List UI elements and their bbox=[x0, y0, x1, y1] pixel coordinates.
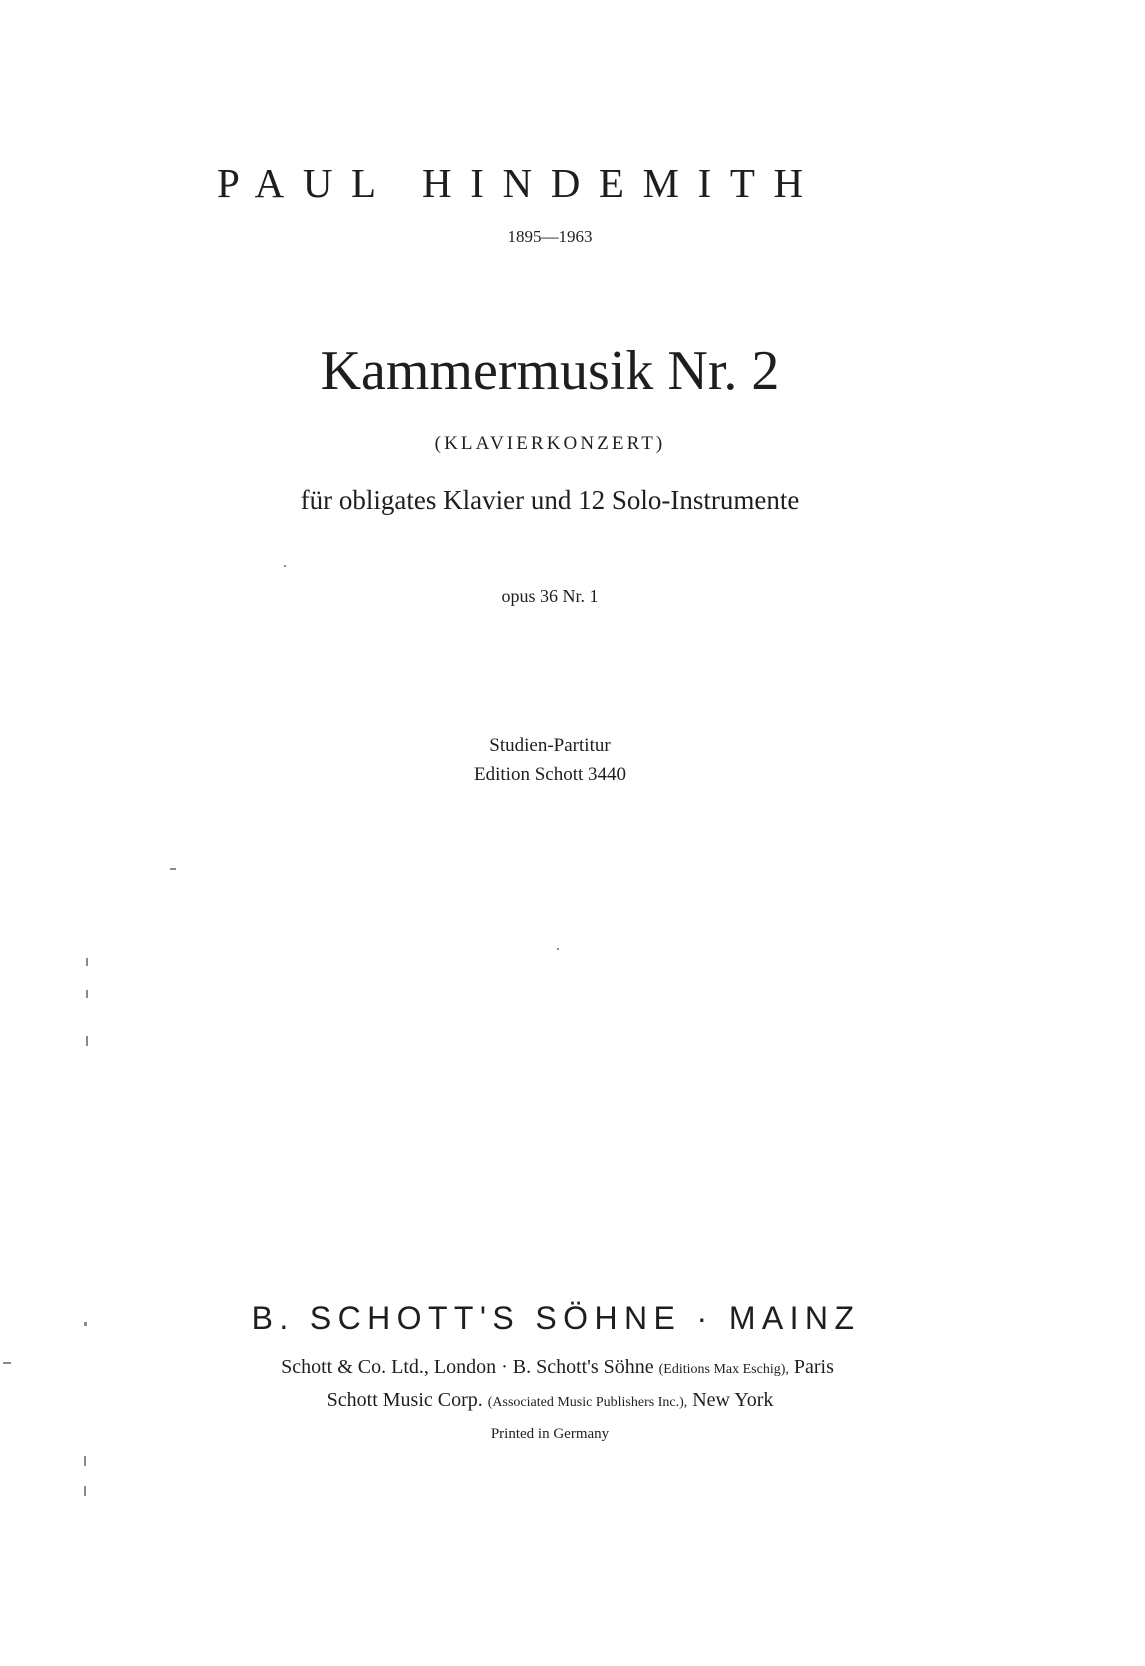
branches-line-2-main: Schott Music Corp. bbox=[326, 1389, 483, 1411]
publisher-name: B. SCHOTT'S SÖHNE · MAINZ bbox=[251, 1300, 861, 1336]
scan-speck bbox=[86, 958, 88, 966]
scan-speck bbox=[86, 990, 88, 998]
edition-type: Studien-Partitur bbox=[489, 735, 611, 756]
branches-line-1-small: (Editions Max Eschig), bbox=[658, 1362, 789, 1377]
publisher-branches-line-2 bbox=[255, 1390, 845, 1410]
branches-line-1-end: Paris bbox=[793, 1356, 834, 1378]
scan-speck bbox=[84, 1456, 86, 1466]
scan-speck bbox=[84, 1322, 87, 1326]
printed-in-note: Printed in Germany bbox=[490, 1426, 610, 1442]
opus-number: opus 36 Nr. 1 bbox=[501, 586, 599, 606]
work-title: Kammermusik Nr. 2 bbox=[320, 340, 780, 402]
branches-line-2-small: (Associated Music Publishers Inc.), bbox=[487, 1395, 688, 1410]
scan-speck bbox=[84, 1486, 86, 1496]
publisher-branches-line-1 bbox=[225, 1357, 890, 1377]
scan-speck bbox=[86, 1036, 88, 1046]
work-scoring: für obligates Klavier und 12 Solo-Instrumente bbox=[300, 485, 800, 515]
work-subtitle: (KLAVIERKONZERT) bbox=[434, 433, 666, 454]
composer-dates: 1895—1963 bbox=[507, 227, 593, 246]
branches-line-2-end: New York bbox=[692, 1389, 774, 1411]
edition-number: Edition Schott 3440 bbox=[474, 764, 626, 785]
scan-speck bbox=[3, 1362, 11, 1364]
scan-speck bbox=[284, 565, 286, 567]
scan-speck bbox=[170, 868, 176, 870]
composer-name: PAUL HINDEMITH bbox=[217, 160, 822, 206]
branches-line-1-main: Schott & Co. Ltd., London · B. Schott's Söhne bbox=[281, 1356, 654, 1378]
scan-speck bbox=[557, 948, 559, 950]
